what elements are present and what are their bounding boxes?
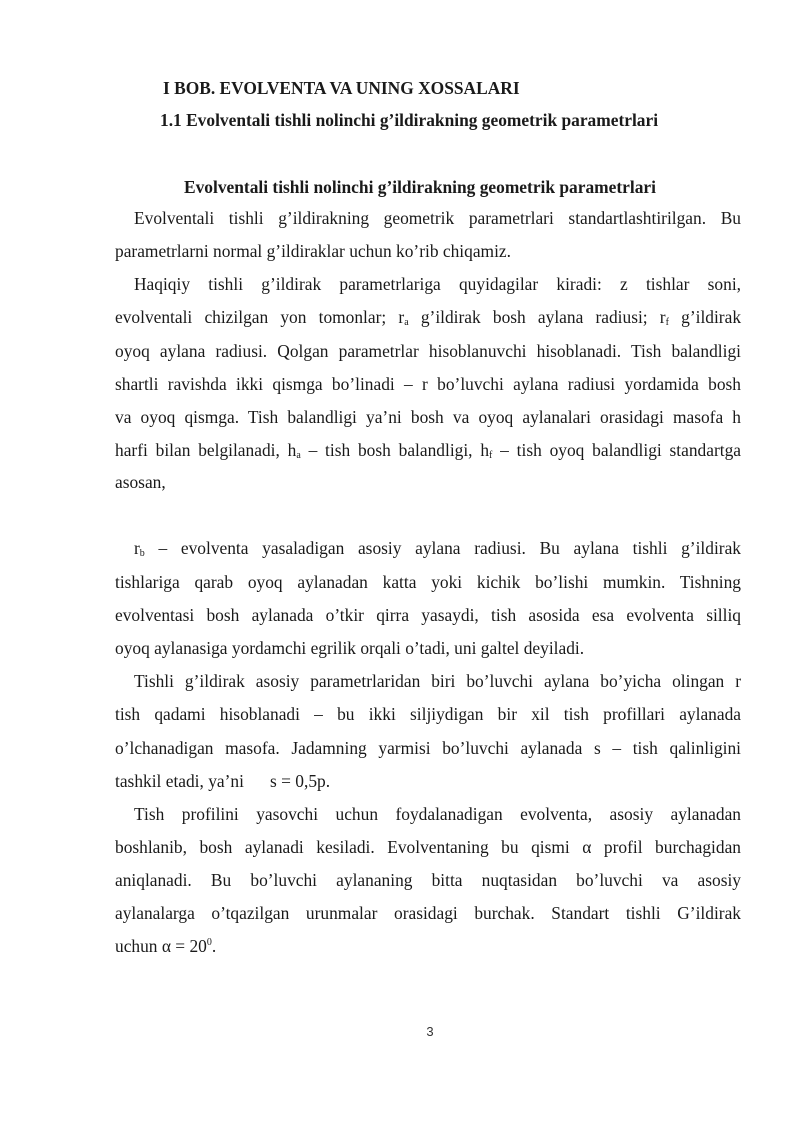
text-line: boshlanib, bosh aylanadi kesiladi. Evolventaning bu qismi α profil burchagidan (115, 837, 741, 857)
text-line: tashkil etadi, ya’ni s = 0,5p. (115, 771, 331, 791)
section-heading: 1.1 Evolventali tishli nolinchi g’ildirakning geometrik parametrlari (160, 110, 659, 130)
text-line: evolventasi bosh aylanada o’tkir qirra yasaydi, tish asosida esa evolventa silliq (115, 605, 741, 625)
text-line: evolventali chizilgan yon tomonlar; $r_a$ g’ildirak bosh aylana radiusi; $r_f$ g’ildirak (115, 307, 742, 328)
text-line: o’lchanadigan masofa. Jadamning yarmisi bo’luvchi aylanada s – tish qalinligini (115, 738, 741, 758)
text-line: va oyoq qismga. Tish balandligi ya’ni bosh va oyoq aylanalari orasidagi masofa h (115, 407, 741, 427)
chapter-heading: I BOB. EVOLVENTA VA UNING XOSSALARI (163, 78, 520, 98)
text-line: oyoq aylana radiusi. Qolgan parametrlar hisoblanuvchi hisoblanadi. Tish balandligi (115, 341, 741, 361)
text-line: harfi bilan belgilanadi, $h_a$ – tish bosh balandligi, $h_f$ – tish oyoq balandligi standartga (115, 440, 741, 461)
text-line: shartli ravishda ikki qismga bo’linadi – r bo’luvchi aylana radiusi yordamida bosh (115, 374, 741, 394)
text-line: Tish profilini yasovchi uchun foydalanadigan evolventa, asosiy aylanadan (134, 804, 741, 824)
text-line: Haqiqiy tishli g’ildirak parametrlariga quyidagilar kiradi: z tishlar soni, (134, 274, 741, 294)
text-line: Evolventali tishli g’ildirakning geometrik parametrlari standartlashtirilgan. Bu (134, 208, 741, 228)
text-line: parametrlarni normal g’ildiraklar uchun ko’rib chiqamiz. (115, 241, 511, 261)
text-line: $r_b$ – evolventa yasaladigan asosiy aylana radiusi. Bu aylana tishli g’ildirak (134, 538, 741, 559)
text-line: oyoq aylanasiga yordamchi egrilik orqali o’tadi, uni galtel deyiladi. (115, 638, 585, 658)
text-line: aylanalarga o’tqazilgan urunmalar orasidagi burchak. Standart tishli G’ildirak (115, 903, 741, 923)
subsection-heading: Evolventali tishli nolinchi g’ildirakning geometrik parametrlari (184, 177, 656, 197)
text-line: tishlariga qarab oyoq aylanadan katta yoki kichik bo’lishi mumkin. Tishning (115, 572, 741, 592)
text-line: uchun $\alpha = 20^0$. (115, 936, 217, 956)
page-number: 3 (426, 1024, 434, 1039)
text-line: tish qadami hisoblanadi – bu ikki siljiydigan bir xil tish profillari aylanada (115, 704, 741, 724)
text-line: asosan, (115, 472, 166, 492)
text-line: Tishli g’ildirak asosiy parametrlaridan biri bo’luvchi aylana bo’yicha olingan r (134, 671, 741, 691)
text-line: aniqlanadi. Bu bo’luvchi aylananing bitta nuqtasidan bo’luvchi va asosiy (115, 870, 741, 890)
